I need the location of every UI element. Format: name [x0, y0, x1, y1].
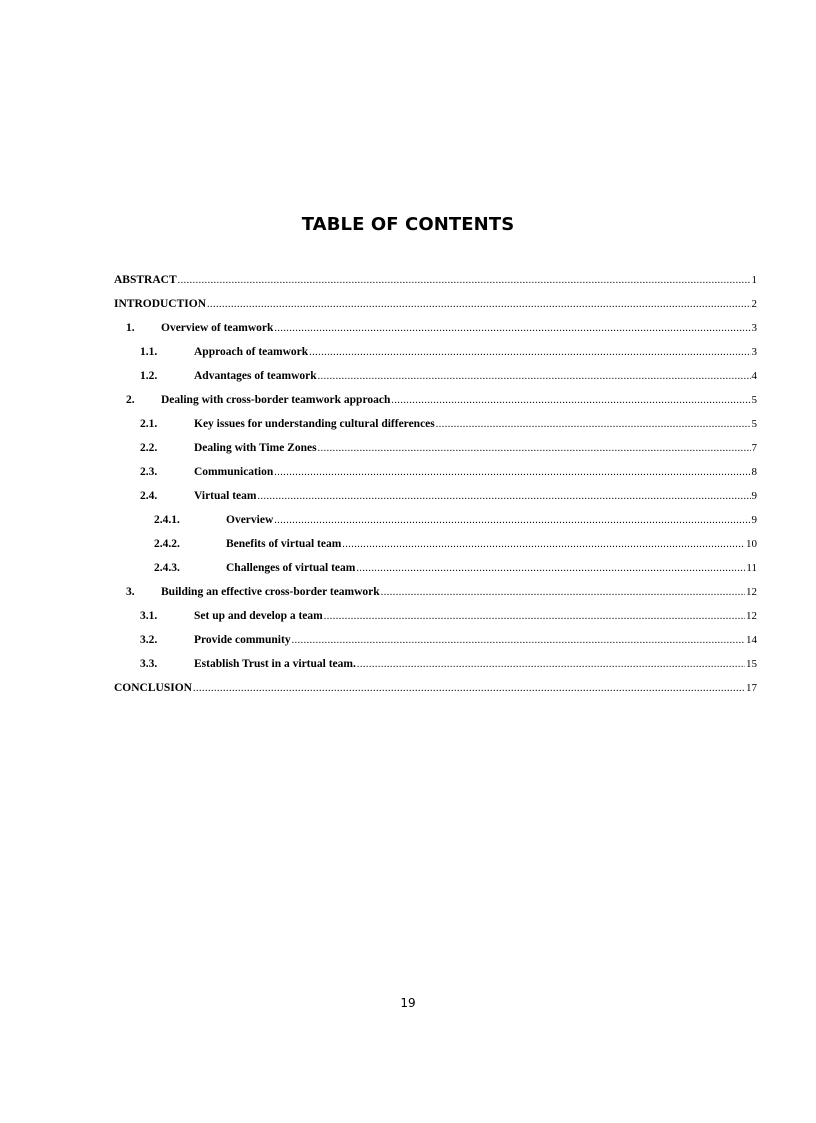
toc-entry-1-2[interactable] — [114, 370, 757, 394]
toc-entry-number: 2.4.3. — [154, 562, 180, 574]
toc-entry-2-4-2[interactable] — [114, 538, 757, 562]
dot-leader — [318, 371, 751, 382]
dot-leader — [193, 683, 745, 694]
toc-entry-number: 2.4.1. — [154, 514, 180, 526]
toc-entry-1-1[interactable] — [114, 346, 757, 370]
toc-entry-2-1[interactable] — [114, 418, 757, 442]
toc-entry-number: 3.3. — [140, 658, 158, 670]
toc-title: TABLE OF CONTENTS — [301, 214, 515, 235]
toc-entry-2-2[interactable] — [114, 442, 757, 466]
toc-entry-number: 1.2. — [140, 370, 158, 382]
dot-leader — [258, 491, 751, 502]
dot-leader — [436, 419, 751, 430]
toc-entry-label: Communication — [194, 466, 274, 478]
toc-entry-3[interactable] — [114, 586, 757, 610]
dot-leader — [207, 299, 750, 310]
toc-entry-page: 9 — [751, 514, 757, 526]
toc-entry-1[interactable] — [114, 322, 757, 346]
toc-entry-label: Key issues for understanding cultural differences — [194, 418, 435, 430]
page-number: 19 — [400, 996, 416, 1010]
toc-entry-number: 1. — [126, 322, 135, 334]
toc-entry-page: 12 — [746, 586, 757, 598]
toc-entry-number: 2.2. — [140, 442, 158, 454]
dot-leader — [356, 563, 745, 574]
toc-entry-label: ABSTRACT — [114, 274, 177, 286]
toc-entry-page: 12 — [746, 610, 757, 622]
toc-entry-number: 2.4.2. — [154, 538, 180, 550]
toc-entry-page: 2 — [751, 298, 757, 310]
dot-leader — [309, 347, 750, 358]
toc-entry-page: 14 — [746, 634, 757, 646]
toc-entry-page: 3 — [751, 322, 757, 334]
toc-entry-label: Benefits of virtual team — [226, 538, 342, 550]
dot-leader — [342, 539, 745, 550]
toc-entry-3-3[interactable] — [114, 658, 757, 682]
toc-entry-number: 3. — [126, 586, 135, 598]
toc-entry-2[interactable] — [114, 394, 757, 418]
toc-entry-page: 7 — [751, 442, 757, 454]
toc-entry-label: Building an effective cross-border teamwork — [161, 586, 380, 598]
dot-leader — [318, 443, 751, 454]
dot-leader — [292, 635, 745, 646]
toc-entry-label: Overview — [226, 514, 274, 526]
toc-entry-label: Dealing with Time Zones — [194, 442, 317, 454]
dot-leader — [178, 275, 751, 286]
dot-leader — [274, 515, 750, 526]
dot-leader — [357, 659, 745, 670]
dot-leader — [274, 323, 750, 334]
toc-entry-label: Advantages of teamwork — [194, 370, 317, 382]
toc-entry-page: 5 — [751, 418, 757, 430]
toc-entry-label: Establish Trust in a virtual team. — [194, 658, 356, 670]
dot-leader — [274, 467, 750, 478]
toc-entry-page: 1 — [751, 274, 757, 286]
toc-entry-2-4-3[interactable] — [114, 562, 757, 586]
toc-entry-page: 9 — [751, 490, 757, 502]
toc-entry-page: 15 — [746, 658, 757, 670]
toc-entry-abstract[interactable] — [114, 274, 757, 298]
toc-entry-label: Provide community — [194, 634, 291, 646]
toc-entry-label: Overview of teamwork — [161, 322, 274, 334]
dot-leader — [391, 395, 750, 406]
toc-entry-number: 2.1. — [140, 418, 158, 430]
toc-entry-page: 10 — [746, 538, 757, 550]
toc-entry-page: 17 — [746, 682, 757, 694]
toc-entry-number: 1.1. — [140, 346, 158, 358]
toc-entry-page: 3 — [751, 346, 757, 358]
toc-entry-page: 8 — [751, 466, 757, 478]
toc-entry-label: Approach of teamwork — [194, 346, 309, 358]
toc-entry-conclusion[interactable] — [114, 682, 757, 706]
toc-entry-label: Challenges of virtual team — [226, 562, 356, 574]
toc-entry-label: INTRODUCTION — [114, 298, 207, 310]
toc-list — [114, 274, 757, 706]
toc-entry-label: Set up and develop a team — [194, 610, 323, 622]
toc-entry-3-2[interactable] — [114, 634, 757, 658]
toc-entry-page: 11 — [746, 562, 757, 574]
toc-entry-number: 2.4. — [140, 490, 158, 502]
toc-entry-2-4[interactable] — [114, 490, 757, 514]
toc-entry-page: 5 — [751, 394, 757, 406]
toc-entry-label: Virtual team — [194, 490, 257, 502]
toc-entry-page: 4 — [751, 370, 757, 382]
dot-leader — [381, 587, 745, 598]
toc-entry-label: Dealing with cross-border teamwork approach — [161, 394, 391, 406]
toc-entry-label: CONCLUSION — [114, 682, 192, 694]
toc-entry-number: 3.1. — [140, 610, 158, 622]
dot-leader — [324, 611, 745, 622]
toc-entry-2-4-1[interactable] — [114, 514, 757, 538]
toc-entry-3-1[interactable] — [114, 610, 757, 634]
toc-entry-number: 2. — [126, 394, 135, 406]
toc-entry-2-3[interactable] — [114, 466, 757, 490]
toc-entry-number: 2.3. — [140, 466, 158, 478]
toc-entry-introduction[interactable] — [114, 298, 757, 322]
toc-entry-number: 3.2. — [140, 634, 158, 646]
